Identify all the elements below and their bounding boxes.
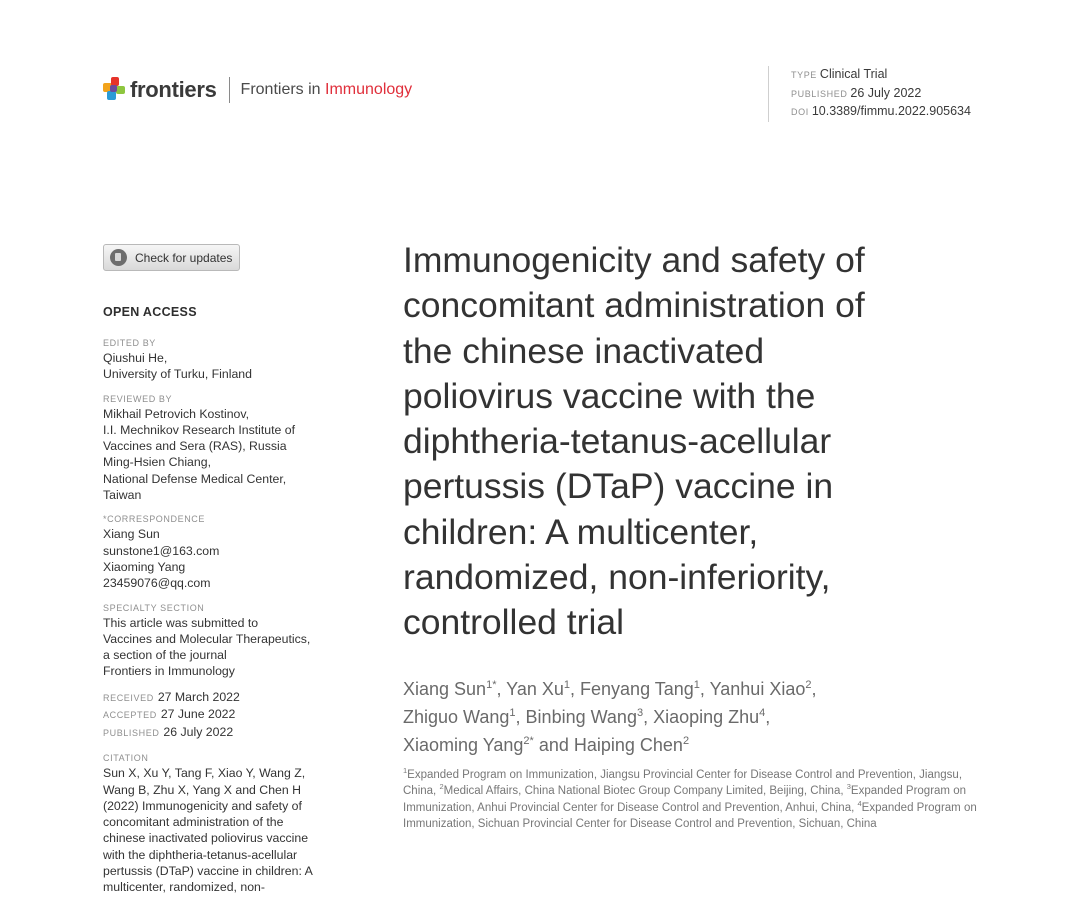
author-separator: , xyxy=(570,679,581,699)
meta-key: PUBLISHED xyxy=(791,88,848,99)
sidebar-line: Qiushui He, xyxy=(103,351,168,365)
author-name: Xiang Sun xyxy=(403,679,487,699)
affiliation-number: 4 xyxy=(857,798,862,808)
sidebar-line: Frontiers in Immunology xyxy=(103,664,235,679)
meta-row xyxy=(791,66,971,85)
sidebar-section-key: EDITED BY xyxy=(103,338,156,348)
affiliation-number: 1 xyxy=(403,766,408,776)
citation-line: Sun X, Xu Y, Tang F, Xiao Y, Wang Z, xyxy=(103,766,306,781)
affiliation-number: 3 xyxy=(846,782,851,792)
author-list xyxy=(403,675,1003,759)
date-key: PUBLISHED xyxy=(103,727,160,738)
author-affiliation-mark: 2* xyxy=(523,735,534,747)
author-separator: , xyxy=(515,707,526,727)
meta-value: 26 July 2022 xyxy=(850,85,922,100)
sidebar-line: a section of the journal xyxy=(103,648,227,663)
sidebar-section-key: REVIEWED BY xyxy=(103,393,173,404)
citation-text xyxy=(103,765,335,895)
title-line: Immunogenicity and safety of xyxy=(403,240,865,280)
meta-row xyxy=(791,85,971,104)
sidebar-section xyxy=(103,336,335,383)
citation-key: CITATION xyxy=(103,753,149,764)
author-name: Yanhui Xiao xyxy=(709,679,806,699)
author-name: Zhiguo Wang xyxy=(403,707,510,727)
affiliation-text: Expanded Program on Immunization, Anhui Provincial Center for Disease Control and Prevention, Anhui, China, xyxy=(403,785,966,814)
date-value: 27 June 2022 xyxy=(160,707,236,722)
sidebar-line: Ming-Hsien Chiang, xyxy=(103,455,211,470)
citation-line: pertussis (DTaP) vaccine in children: A xyxy=(103,864,313,879)
check-updates-label: Check for updates xyxy=(135,250,233,265)
title-line: children: A multicenter, xyxy=(403,511,759,552)
author-separator: , xyxy=(699,679,710,699)
affiliation-number: 2 xyxy=(439,782,444,792)
open-access-label: OPEN ACCESS xyxy=(103,305,197,319)
sidebar-line: This article was submitted to xyxy=(103,615,259,630)
citation-line: Wang B, Zhu X, Yang X and Chen H xyxy=(103,782,302,797)
author-affiliation-mark: 1 xyxy=(563,679,571,691)
title-line: concomitant administration of xyxy=(403,285,865,326)
date-key: ACCEPTED xyxy=(103,710,157,721)
author-affiliation-mark: 1* xyxy=(486,679,497,691)
sidebar-line: Taiwan xyxy=(103,488,142,503)
author-affiliation-mark: 1 xyxy=(693,679,700,691)
check-for-updates-button[interactable] xyxy=(103,244,240,271)
citation-line: (2022) Immunogenicity and safety of xyxy=(103,798,302,813)
sidebar-line: University of Turku, Finland xyxy=(103,367,252,382)
author-affiliation-mark: 2 xyxy=(682,735,690,747)
date-value: 27 March 2022 xyxy=(157,689,240,704)
date-row xyxy=(103,724,335,742)
author-affiliation-mark: 1 xyxy=(509,707,516,719)
sidebar-section xyxy=(103,392,335,504)
sidebar-section xyxy=(103,601,335,680)
author-separator: , xyxy=(643,707,654,727)
sidebar-line: Xiang Sun xyxy=(103,527,160,542)
sidebar-section xyxy=(103,512,335,591)
date-row xyxy=(103,706,335,724)
date-value: 26 July 2022 xyxy=(163,724,234,739)
author-affiliation-mark: 4 xyxy=(759,707,766,719)
sidebar-line: Xiaoming Yang xyxy=(103,559,186,574)
meta-key: TYPE xyxy=(791,70,817,80)
title-line: controlled trial xyxy=(403,602,624,643)
author-name: Xiaoping Zhu xyxy=(653,707,760,727)
author-affiliation-mark: 2 xyxy=(805,679,812,691)
author-separator: , xyxy=(765,707,771,727)
affiliations xyxy=(403,767,993,833)
frontiers-logo-icon xyxy=(103,77,125,103)
meta-value: Clinical Trial xyxy=(819,67,888,81)
title-line: pertussis (DTaP) vaccine in xyxy=(403,466,834,507)
author-affiliation-mark: 3 xyxy=(636,707,644,719)
sidebar-section-key: *CORRESPONDENCE xyxy=(103,514,206,525)
publisher-name: frontiers xyxy=(130,77,217,102)
title-line: poliovirus vaccine with the xyxy=(403,375,816,416)
title-line: the chinese inactivated xyxy=(403,330,765,371)
date-key: RECEIVED xyxy=(103,692,154,703)
affiliation-text: Medical Affairs, China National Biotec Group Company Limited, Beijing, China, xyxy=(443,785,847,798)
sidebar-line: National Defense Medical Center, xyxy=(103,471,287,486)
article-title xyxy=(403,238,1003,646)
header-divider xyxy=(229,77,230,103)
sidebar-section-key: SPECIALTY SECTION xyxy=(103,602,205,613)
title-line: randomized, non-inferiority, xyxy=(403,557,831,598)
citation-section xyxy=(103,751,335,895)
sidebar-dates xyxy=(103,689,335,742)
author-name: Yan Xu xyxy=(506,679,564,699)
sidebar-line: sunstone1@163.com xyxy=(103,543,220,558)
journal-title: Frontiers in Immunology xyxy=(240,81,413,98)
author-separator: , xyxy=(496,679,507,699)
meta-row xyxy=(791,103,971,122)
author-name: Xiaoming Yang xyxy=(403,735,524,755)
sidebar-line: 23459076@qq.com xyxy=(103,576,211,591)
sidebar-line: I.I. Mechnikov Research Institute of xyxy=(103,422,296,437)
author-name: Fenyang Tang xyxy=(580,679,694,699)
author-separator: and xyxy=(533,735,574,755)
author-name: Binbing Wang xyxy=(525,707,637,727)
sidebar-sections xyxy=(103,336,335,680)
affiliation-text: Expanded Program on Immunization, Jiangsu Provincial Center for Disease Control and Prevention, Jiangsu, China, xyxy=(403,769,963,798)
affiliation-text: Expanded Program on Immunization, Sichuan Provincial Center for Disease Control and Prevention, Sichuan, China xyxy=(403,801,977,831)
title-line: diphtheria-tetanus-acellular xyxy=(403,421,832,462)
journal-header xyxy=(103,74,412,106)
article-meta xyxy=(768,66,971,122)
journal-subject: Immunology xyxy=(325,81,413,98)
sidebar-line: Vaccines and Sera (RAS), Russia xyxy=(103,439,287,454)
citation-line: with the diphtheria-tetanus-acellular xyxy=(103,847,298,862)
sidebar-line: Vaccines and Molecular Therapeutics, xyxy=(103,631,311,646)
citation-line: multicenter, randomized, non- xyxy=(103,880,265,895)
meta-value: 10.3389/fimmu.2022.905634 xyxy=(811,104,971,118)
author-name: Haiping Chen xyxy=(573,735,683,755)
author-separator: , xyxy=(811,679,817,699)
article-sidebar xyxy=(103,305,335,905)
check-updates-icon xyxy=(110,249,127,266)
citation-line: chinese inactivated poliovirus vaccine xyxy=(103,831,309,846)
date-row xyxy=(103,689,335,707)
meta-key: DOI xyxy=(791,107,809,117)
citation-line: concomitant administration of the xyxy=(103,815,284,830)
sidebar-line: Mikhail Petrovich Kostinov, xyxy=(103,406,250,421)
